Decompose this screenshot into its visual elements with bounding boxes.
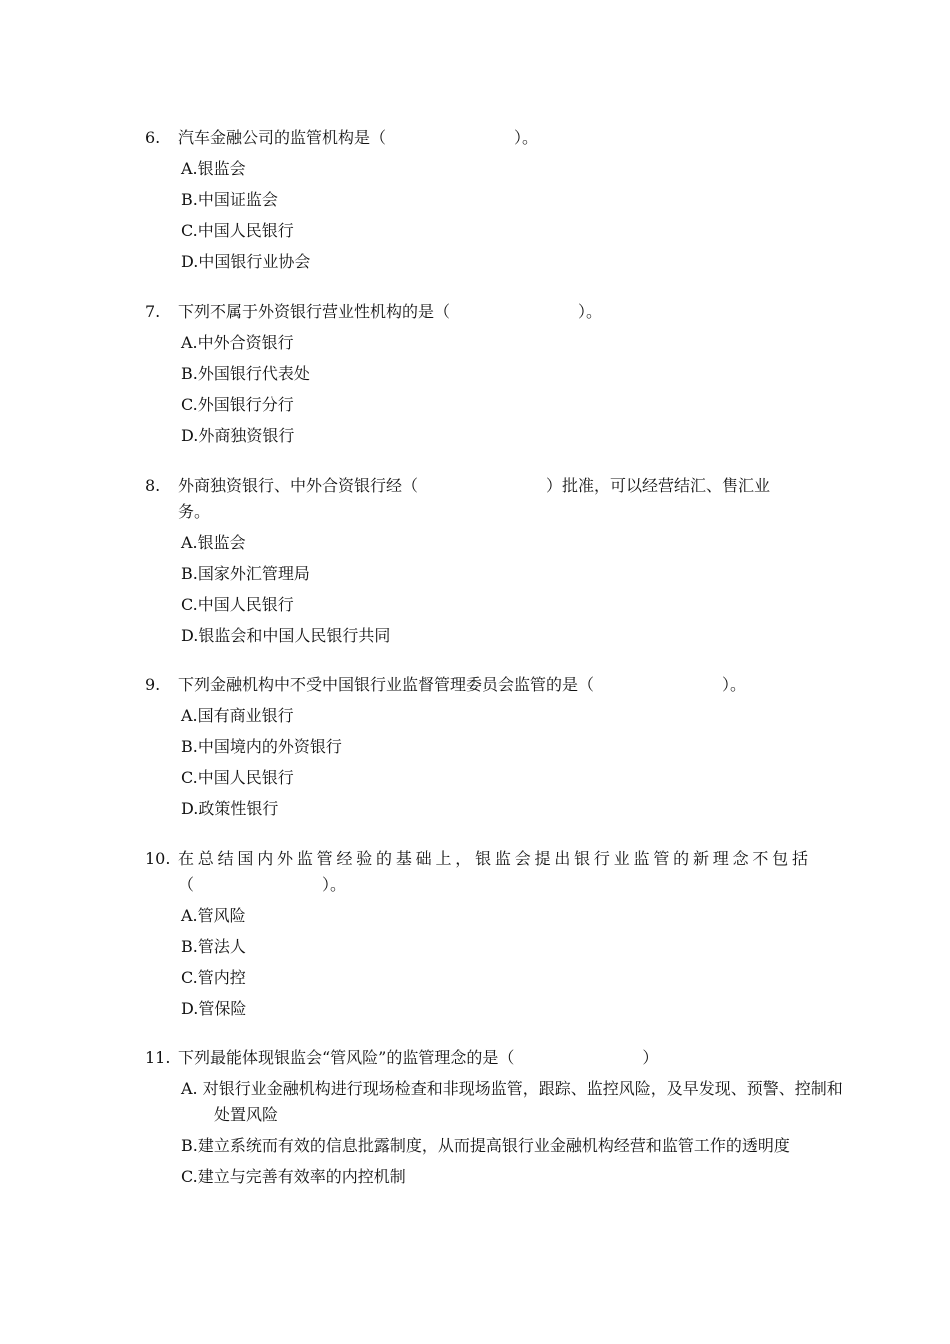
question-stem [0, 846, 950, 898]
stem-text-end: ）。 [322, 875, 347, 894]
stem-text: 下列最能体现银监会“管风险”的监管理念的是（ [178, 1048, 515, 1067]
question-10 [0, 846, 950, 1022]
option-c[interactable]: C.中国人民银行 [181, 221, 294, 240]
option-a[interactable]: A.管风险 [181, 906, 246, 925]
option-a[interactable]: A.中外合资银行 [181, 333, 294, 352]
stem-text-end: ）。 [578, 302, 603, 321]
option-b[interactable]: B.建立系统而有效的信息批露制度，从而提高银行业金融机构经营和监管工作的透明度 [181, 1136, 790, 1155]
question-number: 8. [145, 476, 161, 495]
stem-text: 下列不属于外资银行营业性机构的是（ [178, 302, 451, 321]
stem-text: 外商独资银行、中外合资银行经（ [178, 476, 419, 495]
question-stem [0, 299, 950, 325]
option-a[interactable]: A.银监会 [181, 533, 246, 552]
question-number: 6. [145, 128, 161, 147]
option-c[interactable]: C.中国人民银行 [181, 595, 294, 614]
stem-text-open-paren: （ [178, 875, 195, 894]
stem-text-end: ）。 [514, 128, 539, 147]
option-d[interactable]: D.银监会和中国人民银行共同 [181, 626, 391, 645]
question-number: 9. [145, 675, 161, 694]
question-stem [0, 1045, 950, 1071]
option-d[interactable]: D.管保险 [181, 999, 247, 1018]
question-stem [0, 672, 950, 698]
stem-text-continued: 务。 [178, 502, 211, 521]
option-c[interactable]: C.建立与完善有效率的内控机制 [181, 1167, 406, 1186]
question-8 [0, 473, 950, 649]
option-b[interactable]: B.外国银行代表处 [181, 364, 310, 383]
question-6 [0, 125, 950, 275]
option-c[interactable]: C.管内控 [181, 968, 246, 987]
option-b[interactable]: B.国家外汇管理局 [181, 564, 310, 583]
option-d[interactable]: D.外商独资银行 [181, 426, 295, 445]
stem-text-end: ）批准，可以经营结汇、售汇业 [546, 476, 771, 495]
stem-text: 下列金融机构中不受中国银行业监督管理委员会监管的是（ [178, 675, 595, 694]
question-7 [0, 299, 950, 449]
question-number: 7. [145, 302, 161, 321]
question-number: 10. [145, 849, 171, 868]
option-c[interactable]: C.外国银行分行 [181, 395, 294, 414]
option-a[interactable]: A.银监会 [181, 159, 246, 178]
option-a[interactable]: A. 对银行业金融机构进行现场检查和非现场监管，跟踪、监控风险，及早发现、预警、控制和处置风险 [181, 1079, 843, 1124]
question-9 [0, 672, 950, 822]
option-b[interactable]: B.中国证监会 [181, 190, 278, 209]
option-a[interactable]: A.国有商业银行 [181, 706, 294, 725]
question-number: 11. [145, 1048, 171, 1067]
stem-text: 汽车金融公司的监管机构是（ [178, 128, 387, 147]
option-d[interactable]: D.中国银行业协会 [181, 252, 311, 271]
stem-text: 在总结国内外监管经验的基础上，银监会提出银行业监管的新理念不包括 [178, 849, 808, 868]
question-11 [0, 1045, 950, 1190]
option-b[interactable]: B.管法人 [181, 937, 246, 956]
stem-text-end: ） [642, 1048, 659, 1067]
option-d[interactable]: D.政策性银行 [181, 799, 279, 818]
question-stem [0, 125, 950, 151]
stem-text-end: ）。 [722, 675, 747, 694]
question-stem [0, 473, 950, 525]
option-b[interactable]: B.中国境内的外资银行 [181, 737, 342, 756]
option-c[interactable]: C.中国人民银行 [181, 768, 294, 787]
